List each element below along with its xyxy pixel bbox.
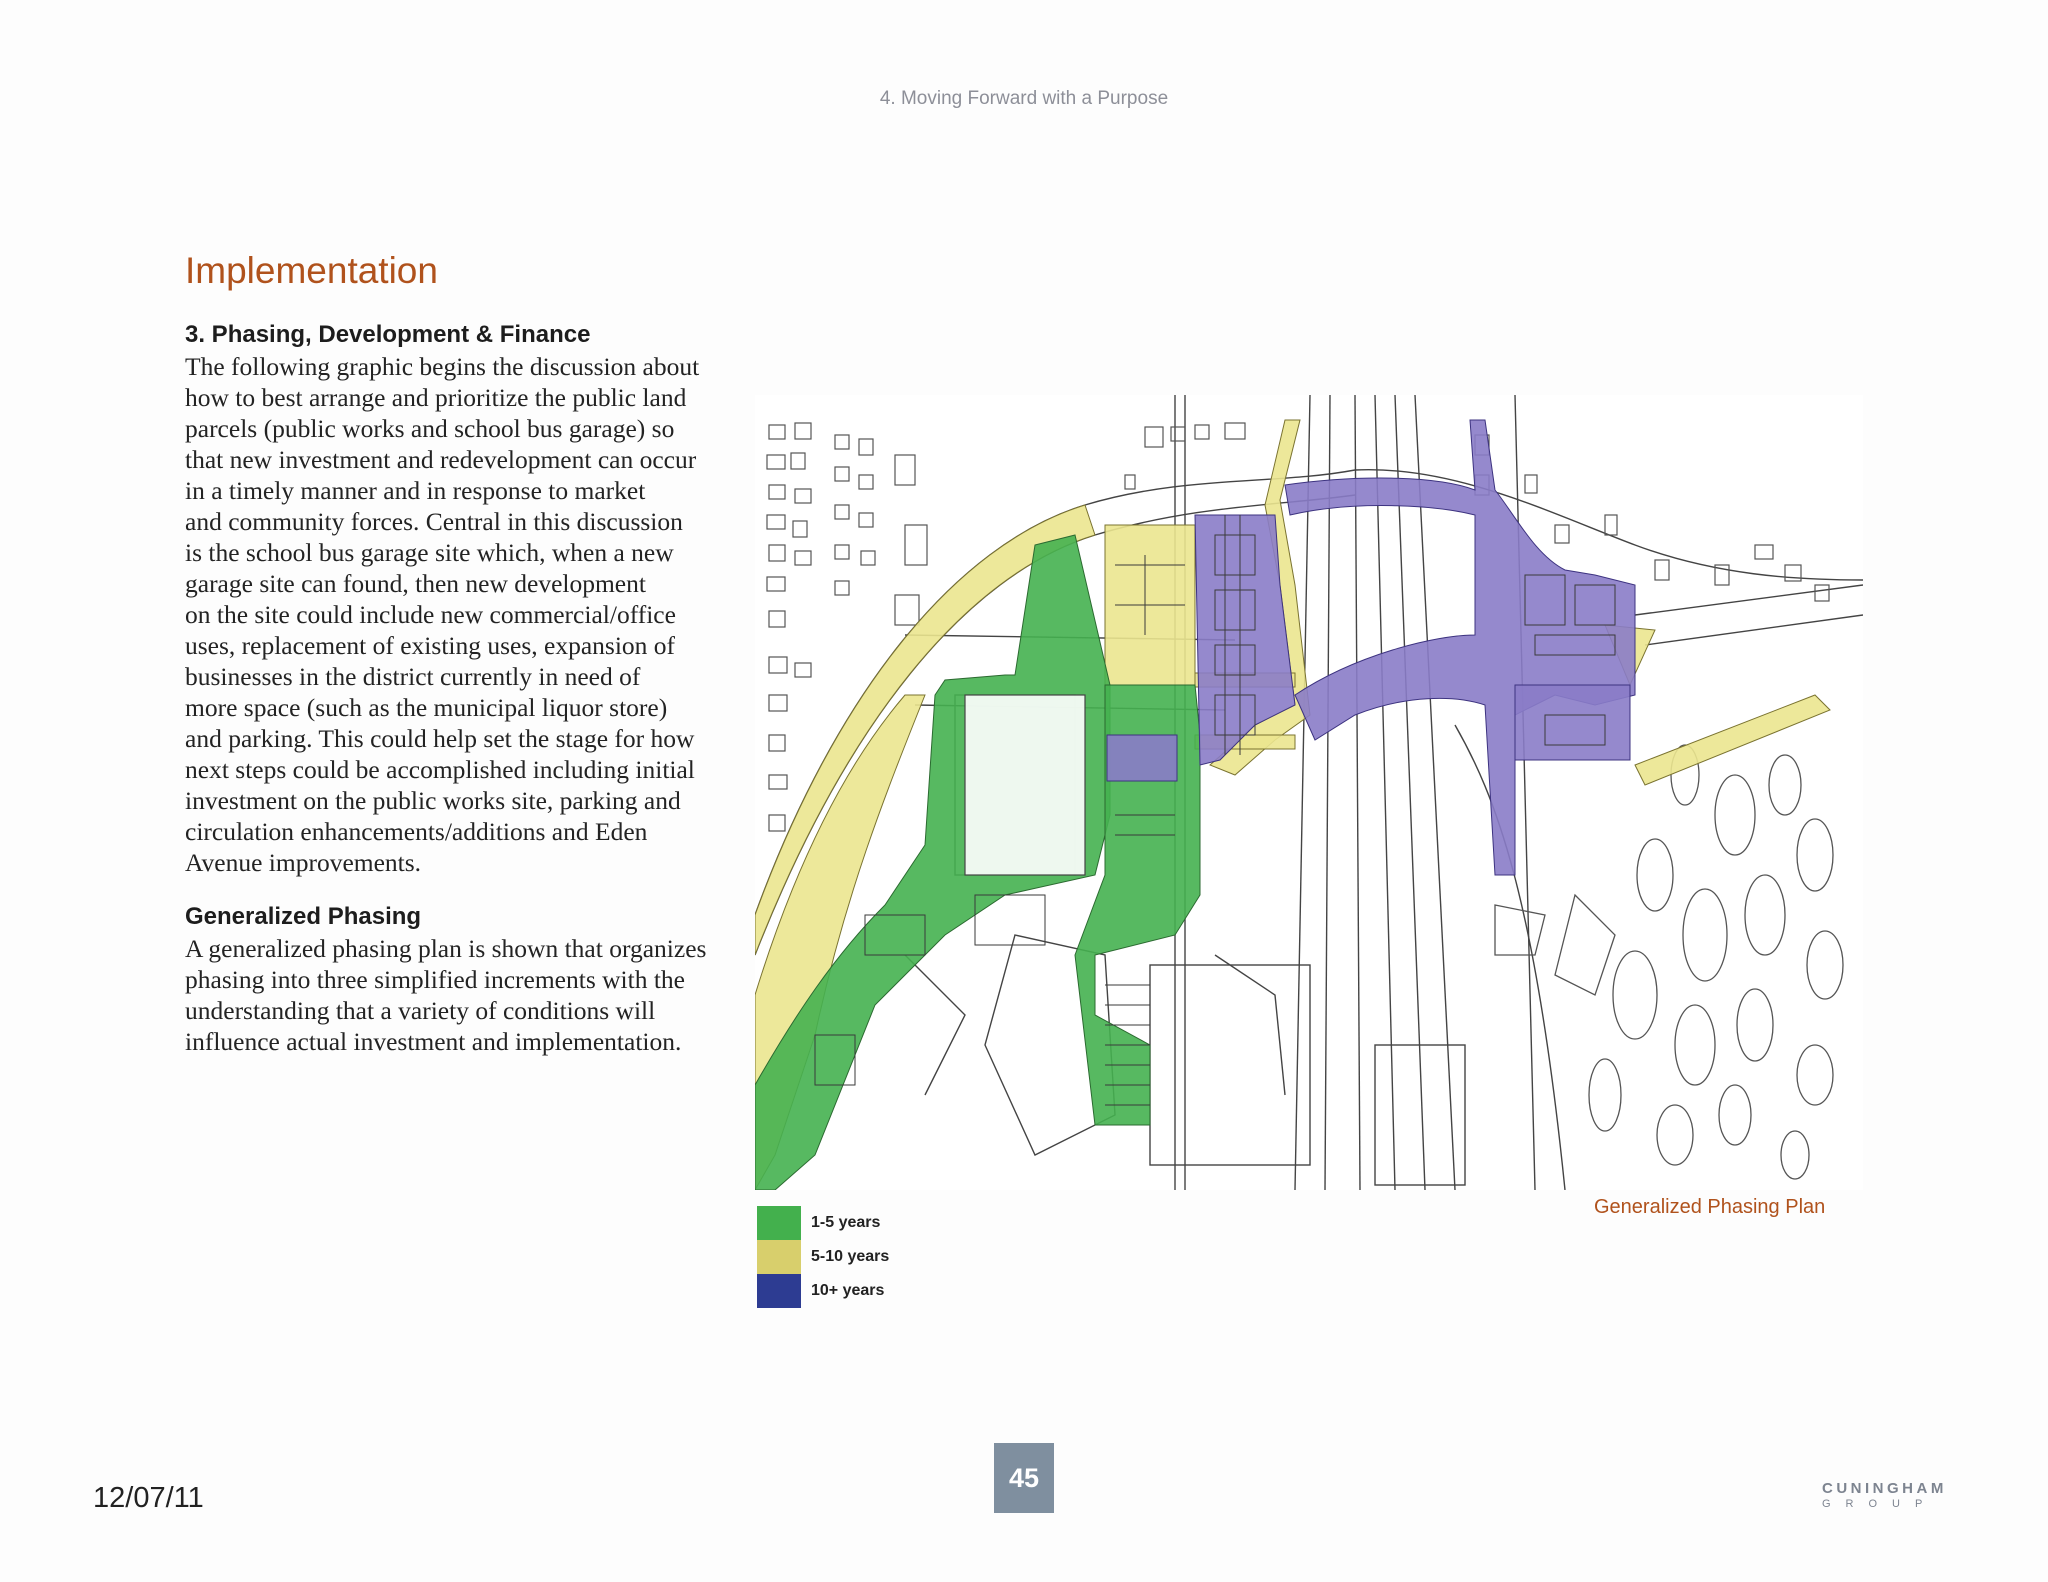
text-line: and parking. This could help set the stage for how xyxy=(185,724,695,753)
logo-wordmark: CUNINGHAM xyxy=(1822,1480,1947,1497)
text-line: on the site could include new commercial/office xyxy=(185,600,676,629)
section-title: Implementation xyxy=(185,249,438,291)
legend-item-10-plus-years xyxy=(757,1274,889,1308)
logo-subtitle: GROUP xyxy=(1822,1498,1938,1510)
text-line: more space (such as the municipal liquor store) xyxy=(185,693,668,722)
text-line: The following graphic begins the discussion about xyxy=(185,352,700,381)
legend-label: 5-10 years xyxy=(811,1248,890,1265)
text-line: in a timely manner and in response to market xyxy=(185,476,646,505)
phasing-plan-map xyxy=(755,395,1863,1190)
generalized-phasing-heading: Generalized Phasing xyxy=(185,903,422,930)
text-line: uses, replacement of existing uses, expansion of xyxy=(185,631,676,660)
text-line: A generalized phasing plan is shown that organizes xyxy=(185,934,707,963)
generalized-paragraph xyxy=(185,933,730,1057)
legend-label: 1-5 years xyxy=(811,1214,881,1231)
legend-swatch-green xyxy=(757,1206,801,1240)
text-line: circulation enhancements/additions and Eden xyxy=(185,817,648,846)
legend-swatch-blue xyxy=(757,1274,801,1308)
text-line: Avenue improvements. xyxy=(185,848,422,877)
legend-swatch-yellow xyxy=(757,1240,801,1274)
text-line: next steps could be accomplished including initial xyxy=(185,755,695,784)
phasing-heading: 3. Phasing, Development & Finance xyxy=(185,321,591,348)
text-line: that new investment and redevelopment can occur xyxy=(185,445,697,474)
phasing-paragraph xyxy=(185,351,730,878)
text-line: how to best arrange and prioritize the public land xyxy=(185,383,687,412)
text-line: phasing into three simplified increments with the xyxy=(185,965,685,994)
legend-item-1-5-years xyxy=(757,1206,889,1240)
running-header: 4. Moving Forward with a Purpose xyxy=(879,88,1169,109)
text-line: understanding that a variety of conditions will xyxy=(185,996,656,1025)
cuningham-group-logo xyxy=(1822,1480,1948,1510)
text-line: businesses in the district currently in need of xyxy=(185,662,641,691)
legend-label: 10+ years xyxy=(811,1282,885,1299)
text-line: influence actual investment and implementation. xyxy=(185,1027,682,1056)
text-line: parcels (public works and school bus garage) so xyxy=(185,414,675,443)
text-line: is the school bus garage site which, when a new xyxy=(185,538,674,567)
document-date: 12/07/11 xyxy=(93,1482,204,1514)
map-caption: Generalized Phasing Plan xyxy=(1594,1196,1826,1218)
text-column xyxy=(185,318,730,1057)
text-line: investment on the public works site, parking and xyxy=(185,786,681,815)
text-line: and community forces. Central in this discussion xyxy=(185,507,683,536)
legend-item-5-10-years xyxy=(757,1240,889,1274)
text-line: garage site can found, then new development xyxy=(185,569,646,598)
map-legend xyxy=(757,1206,889,1308)
page-number: 45 xyxy=(994,1443,1054,1513)
